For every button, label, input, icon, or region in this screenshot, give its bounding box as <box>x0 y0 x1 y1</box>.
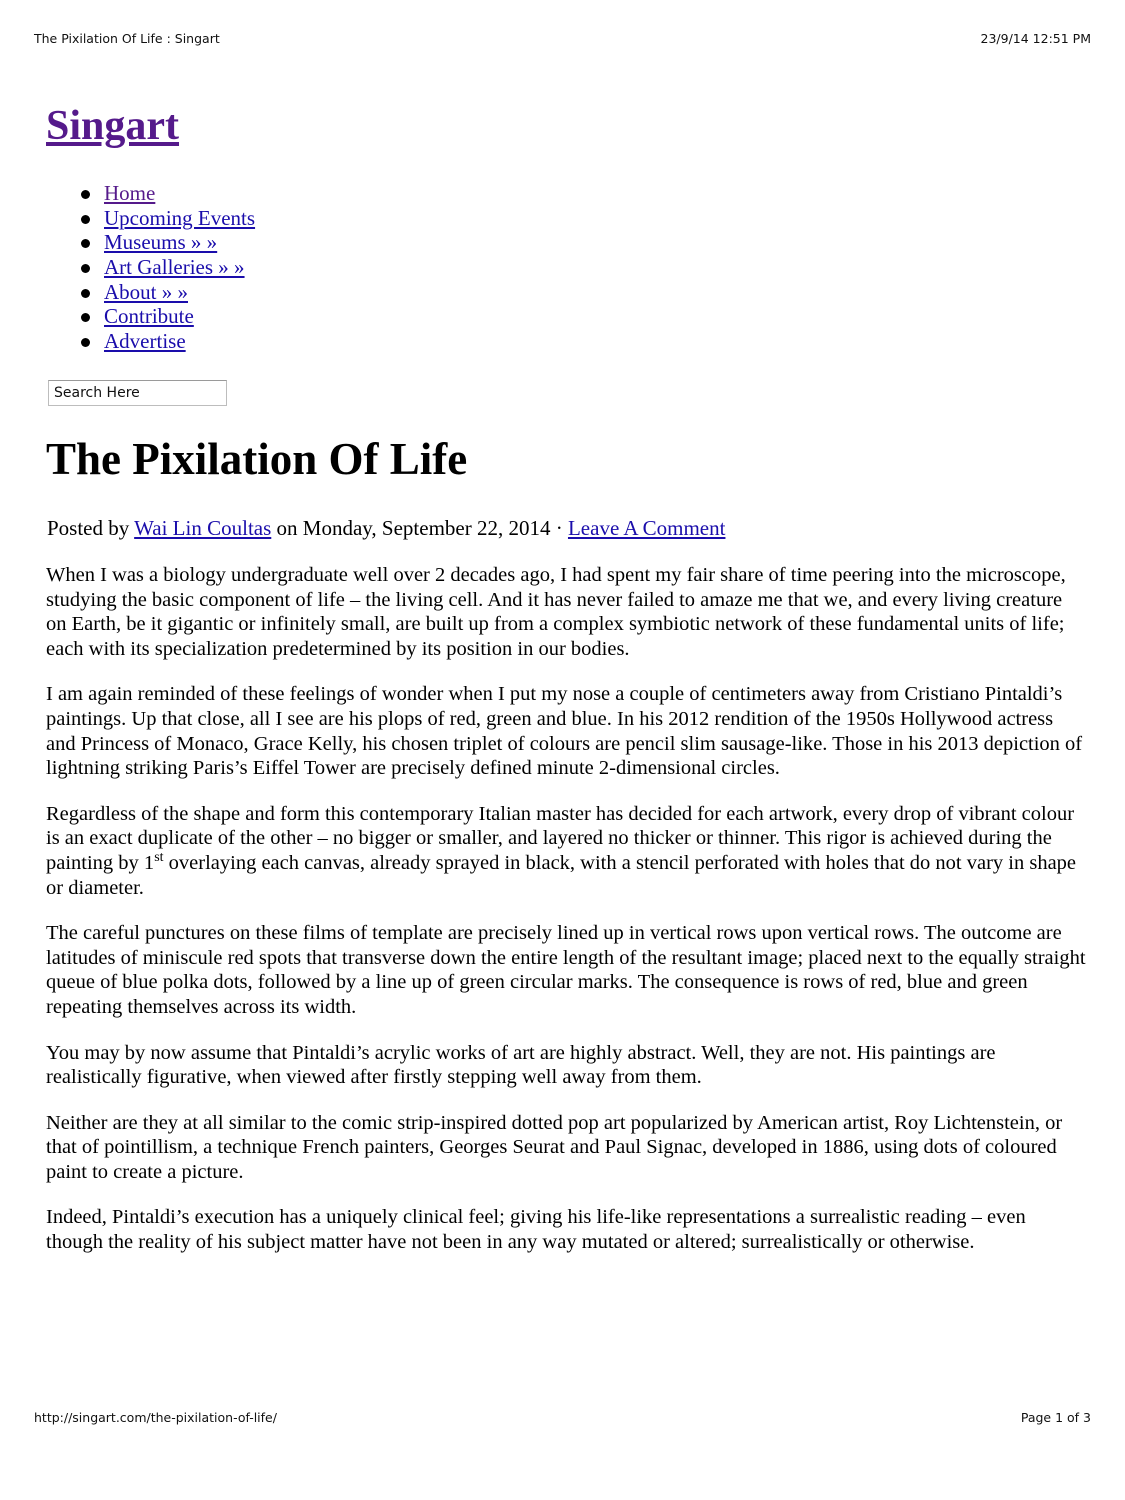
print-footer <box>34 1410 1091 1425</box>
paragraph <box>46 802 1086 900</box>
bullet-icon <box>81 313 90 322</box>
print-header-title: The Pixilation Of Life : Singart <box>34 31 220 46</box>
bullet-icon <box>81 215 90 224</box>
nav-item-museums <box>46 230 255 255</box>
site-title-link[interactable]: Singart <box>46 103 180 149</box>
site-title <box>46 105 179 147</box>
nav-item-about <box>46 280 255 305</box>
nav-item-contribute <box>46 304 255 329</box>
print-header <box>34 31 1091 46</box>
nav-link-contribute[interactable]: Contribute <box>104 304 194 329</box>
search-placeholder: Search Here <box>54 385 140 401</box>
paragraph: I am again reminded of these feelings of wonder when I put my nose a couple of centimeters away from Cristiano Pintaldi’s paintings. Up that close, all I see are his plops of red, green and blue. In his 2012 rendition of the 1950s Hollywood actress and Princess of Monaco, Grace Kelly, his chosen triplet of colours are pencil slim sausage-like. Those in his 2013 depiction of lightning striking Paris’s Eiffel Tower are precisely defined minute 2-dimensional circles. <box>46 683 1083 780</box>
post-byline <box>47 514 725 542</box>
nav-item-upcoming-events <box>46 206 255 231</box>
print-footer-page: Page 1 of 3 <box>1020 1410 1091 1425</box>
author-link[interactable]: Wai Lin Coultas <box>134 516 272 540</box>
nav-link-art-galleries[interactable]: Art Galleries » » <box>104 255 245 280</box>
bullet-icon <box>81 190 90 199</box>
paragraph: The careful punctures on these films of template are precisely lined up in vertical rows upon vertical rows. The outcome are latitudes of miniscule red spots that transverse down the entire length of the resultant image; placed next to the equally straight queue of blue polka dots, followed by a line up of green circular marks. The consequence is rows of red, blue and green repeating themselves across its width. <box>46 922 1086 1018</box>
paragraph: Indeed, Pintaldi’s execution has a uniquely clinical feel; giving his life-like representations a surrealistic reading – even though the reality of his subject matter have not been in any way mutated or altered; surrealistically or otherwise. <box>46 1206 1026 1254</box>
post-content <box>46 563 1086 1276</box>
ordinal-suffix: st <box>154 850 164 866</box>
paragraph: Neither are they at all similar to the comic strip-inspired dotted pop art popularized by American artist, Roy Lichtenstein, or that of pointillism, a technique French painters, Georges Seurat and Paul Signac, developed in 1886, using dots of coloured paint to create a picture. <box>46 1111 1063 1183</box>
leave-comment-link[interactable]: Leave A Comment <box>567 516 726 540</box>
nav-link-upcoming-events[interactable]: Upcoming Events <box>104 205 256 230</box>
main-navigation <box>46 181 255 354</box>
nav-link-advertise[interactable]: Advertise <box>104 329 186 354</box>
nav-item-home <box>46 181 255 206</box>
byline-prefix: Posted by <box>47 516 130 540</box>
print-footer-url: http://singart.com/the-pixilation-of-life/ <box>34 1410 277 1425</box>
paragraph-text: overlaying each canvas, already sprayed in black, with a stencil perforated with holes that do not vary in shape or diameter. <box>46 851 1077 899</box>
bullet-icon <box>81 289 90 298</box>
bullet-icon <box>81 264 90 273</box>
nav-item-art-galleries <box>46 255 255 280</box>
post-title: The Pixilation Of Life <box>46 434 468 484</box>
nav-link-museums[interactable]: Museums » » <box>104 230 218 255</box>
nav-item-advertise <box>46 329 255 354</box>
paragraph: You may by now assume that Pintaldi’s acrylic works of art are highly abstract. Well, they are not. His paintings are realistically figurative, when viewed after firstly stepping well away from them. <box>46 1041 996 1089</box>
paragraph: When I was a biology undergraduate well over 2 decades ago, I had spent my fair share of time peering into the microscope, studying the basic component of life – the living cell. And it has never failed to amaze me that we, and every living creature on Earth, be it gigantic or infinitely small, are built up from a complex symbiotic network of these fundamental units of life; each with its specialization predetermined by its position in our bodies. <box>46 564 1066 660</box>
bullet-icon <box>81 239 90 248</box>
post-date: on Monday, September 22, 2014 · <box>276 516 563 540</box>
print-header-datetime: 23/9/14 12:51 PM <box>980 31 1091 46</box>
nav-link-about[interactable]: About » » <box>104 279 188 304</box>
nav-link-home[interactable]: Home <box>104 181 156 205</box>
paragraph-text: Regardless of the shape and form this contemporary Italian master has decided for each artwork, every drop of vibrant colour is an exact duplicate of the other – no bigger or smaller, and layered no thicker or thinner. This rigor is achieved during the painting by 1 <box>46 802 1075 874</box>
search-input[interactable] <box>48 380 227 406</box>
bullet-icon <box>81 338 90 347</box>
